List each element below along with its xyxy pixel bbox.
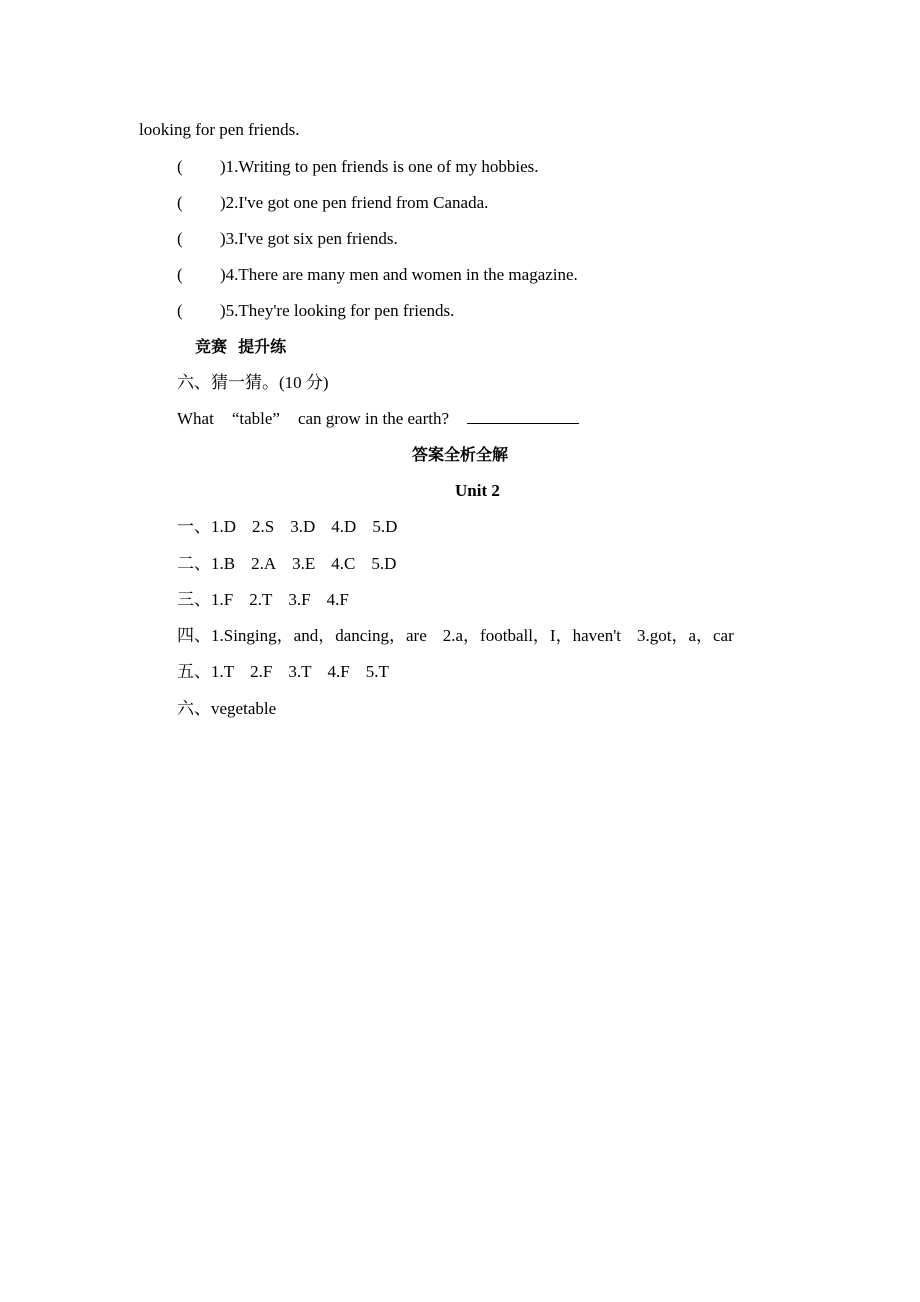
answer-item: 2.T xyxy=(249,590,273,609)
answer-item: 4.D xyxy=(331,517,357,536)
answer-item: 3.T xyxy=(288,662,312,681)
answer-row-label: 四、 xyxy=(177,626,211,645)
answer-item: 5.D xyxy=(372,517,398,536)
intro-tail: looking for pen friends. xyxy=(139,120,300,139)
answer-item: 2.a，football，I，haven't xyxy=(442,626,621,645)
answer-paren-open[interactable]: ( xyxy=(177,229,183,248)
answer-paren-open[interactable]: ( xyxy=(177,265,183,284)
statement-4: ( )4.There are many men and women in the magazine. xyxy=(177,265,578,284)
answer-paren-open[interactable]: ( xyxy=(177,193,183,212)
answer-item: 1.F xyxy=(211,590,234,609)
answer-item: vegetable xyxy=(211,699,277,718)
answer-row-label: 五、 xyxy=(177,662,211,681)
statement-1: ( )1.Writing to pen friends is one of my hobbies. xyxy=(177,157,539,176)
answer-item: 3.D xyxy=(290,517,316,536)
answer-row-2 xyxy=(177,554,412,574)
answer-item: 4.C xyxy=(331,554,356,573)
statement-3: ( )3.I've got six pen friends. xyxy=(177,229,398,248)
answer-item: 1.Singing，and，dancing，are xyxy=(211,626,427,645)
answer-row-6 xyxy=(177,699,292,719)
answer-row-label: 一、 xyxy=(177,517,211,536)
answer-item: 2.A xyxy=(251,554,277,573)
answer-row-label: 三、 xyxy=(177,590,211,609)
answer-item: 2.F xyxy=(250,662,273,681)
answer-item: 1.D xyxy=(211,517,237,536)
statement-2: ( )2.I've got one pen friend from Canada. xyxy=(177,193,489,212)
answer-row-3 xyxy=(177,590,365,610)
answers-title: 答案全析全解 xyxy=(411,445,508,464)
unit-title: Unit 2 xyxy=(455,481,500,500)
answer-paren-open[interactable]: ( xyxy=(177,157,183,176)
answer-item: 3.got，a，car xyxy=(636,626,734,645)
answer-row-label: 二、 xyxy=(177,554,211,573)
answer-paren-open[interactable]: ( xyxy=(177,301,183,320)
statement-5: ( )5.They're looking for pen friends. xyxy=(177,301,455,320)
q6-title: 六、猜一猜。(10 分) xyxy=(177,373,329,392)
answer-item: 4.F xyxy=(327,662,350,681)
answer-item: 3.E xyxy=(292,554,316,573)
answer-item: 5.T xyxy=(365,662,389,681)
answer-row-4 xyxy=(177,626,750,646)
q6-question: What “table” can grow in the earth? xyxy=(177,409,579,429)
answer-item: 4.F xyxy=(326,590,349,609)
answer-item: 5.D xyxy=(371,554,397,573)
answer-row-1 xyxy=(177,517,413,537)
answer-row-label: 六、 xyxy=(177,699,211,718)
answer-item: 2.S xyxy=(252,517,275,536)
answer-row-5 xyxy=(177,662,405,682)
answer-item: 1.B xyxy=(211,554,236,573)
section-heading: 竞赛 提升练 xyxy=(195,337,287,356)
answer-item: 1.T xyxy=(211,662,235,681)
answer-blank[interactable] xyxy=(467,409,579,424)
answer-item: 3.F xyxy=(288,590,311,609)
